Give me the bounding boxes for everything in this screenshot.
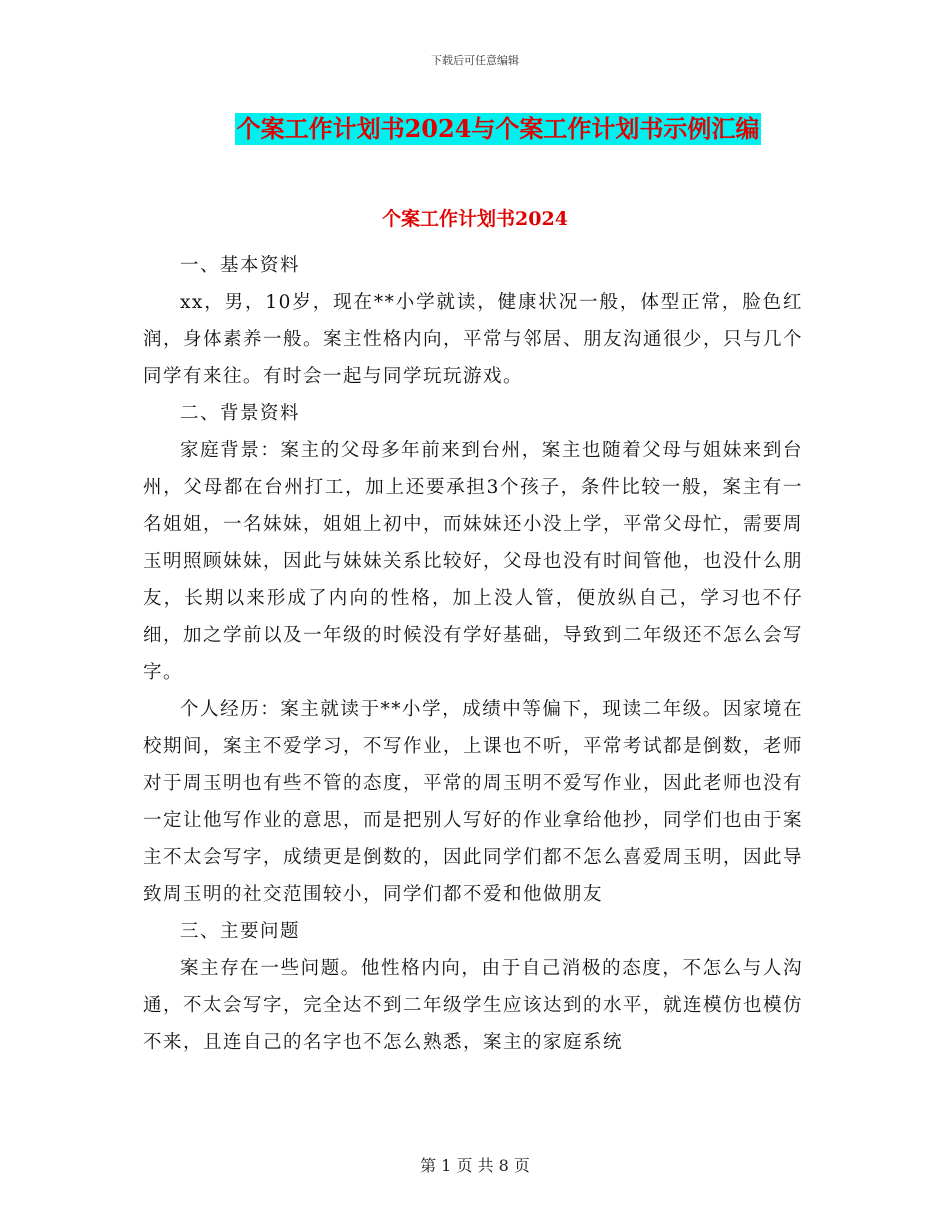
document-sub-title: 个案工作计划书2024	[382, 208, 568, 230]
paragraph-personal-history: 个人经历：案主就读于**小学，成绩中等偏下，现读二年级。因家境在校期间，案主不爱学习，不写作业，上课也不听，平常考试都是倒数，老师对于周玉明也有些不管的态度，平常的周玉明不爱写作业，因此老师也没有一定让他写作业的意思，而是把别人写好的作业拿给他抄，同学们也由于案主不太会写字，成绩更是倒数的，因此同学们都不怎么喜爱周玉明，因此导致周玉明的社交范围较小，同学们都不爱和他做朋友	[143, 699, 804, 905]
section-heading-main-problems: 三、主要问题	[180, 921, 301, 942]
paragraph-family-background: 家庭背景：案主的父母多年前来到台州，案主也随着父母与姐妹来到台州，父母都在台州打工，加上还要承担3个孩子，条件比较一般，案主有一名姐姐，一名妹妹，姐姐上初中，而妹妹还小没上学，平常父母忙，需要周玉明照顾妹妹，因此与妹妹关系比较好，父母也没有时间管他，也没什么朋友，长期以来形成了内向的性格，加上没人管，便放纵自己，学习也不仔细，加之学前以及一年级的时候没有学好基础，导致到二年级还不怎么会写字。	[143, 440, 804, 683]
section-heading-background: 二、背景资料	[180, 403, 301, 424]
header-note: 下载后可任意编辑	[431, 54, 519, 67]
page-indicator: 第 1 页 共 8 页	[420, 1156, 530, 1175]
document-main-title: 个案工作计划书2024与个案工作计划书示例汇编	[236, 114, 760, 143]
paragraph-basic-info: xx，男，10岁，现在**小学就读，健康状况一般，体型正常，脸色红润，身体素养一般。案主性格内向，平常与邻居、朋友沟通很少，只与几个同学有来往。有时会一起与同学玩玩游戏。	[143, 292, 804, 387]
main-title-container	[0, 113, 950, 145]
document-body	[143, 247, 803, 1061]
section-heading-basic-info: 一、基本资料	[180, 255, 301, 276]
paragraph-main-problems: 案主存在一些问题。他性格内向，由于自己消极的态度，不怎么与人沟通，不太会写字，完全达不到二年级学生应该达到的水平，就连模仿也模仿不来，且连自己的名字也不怎么熟悉，案主的家庭系统	[143, 958, 804, 1053]
